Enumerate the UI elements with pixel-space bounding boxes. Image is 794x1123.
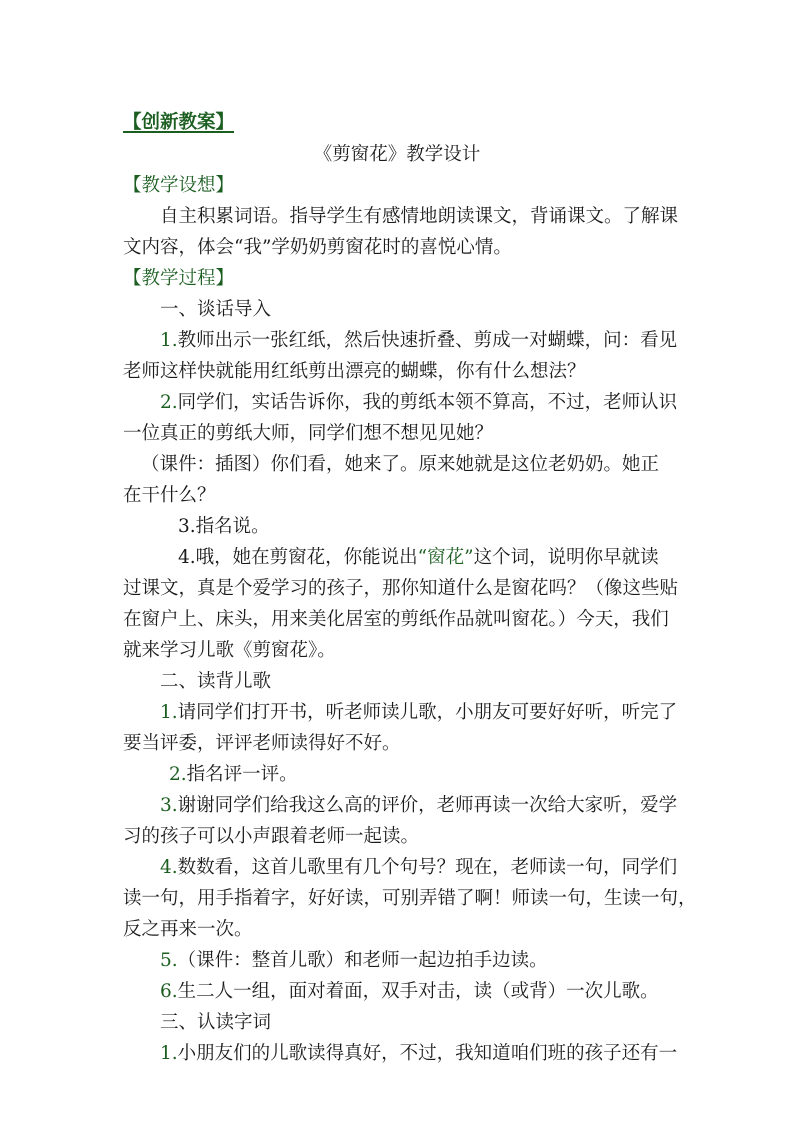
part3-heading: 三、认读字词 <box>160 1012 272 1033</box>
part1-item4-line2: 过课文，真是个爱学习的孩子，那你知道什么是窗花吗？（像这些贴 <box>123 578 679 599</box>
part2-item4-line3: 反之再来一次。 <box>123 919 253 940</box>
part2-item4-line2: 读一句，用手指着字，好好读，可别弄错了啊！师读一句，生读一句， <box>123 888 697 909</box>
item-number: 4. <box>178 547 196 568</box>
item-text: （课件：整首儿歌）和老师一起边拍手边读。 <box>177 950 548 971</box>
item-number: 6. <box>160 981 178 1002</box>
item-text: 指名说。 <box>195 516 270 537</box>
item-number: 5. <box>160 950 178 971</box>
item-number: 4. <box>160 857 178 878</box>
part1-item2-line1 <box>160 391 677 415</box>
page-title: 《剪窗花》教学设计 <box>313 144 481 165</box>
part1-note-line2: 在干什么？ <box>123 485 216 506</box>
item-number: 1. <box>160 330 178 351</box>
item-number: 2. <box>160 392 178 413</box>
item-text: 小朋友们的儿歌读得真好，不过，我知道咱们班的孩子还有一 <box>177 1043 678 1064</box>
part1-item4-line4: 就来学习儿歌《剪窗花》。 <box>123 640 336 661</box>
part1-item4-line3: 在窗户上、床头，用来美化居室的剪纸作品就叫窗花。）今天，我们 <box>123 609 669 630</box>
part2-item1-line2: 要当评委，评评老师读得好不好。 <box>123 733 401 754</box>
design-text-line-2: 文内容，体会“我”学奶奶剪窗花时的喜悦心情。 <box>123 237 512 258</box>
part2-item1-line1 <box>160 701 677 725</box>
highlight-word: “窗花” <box>417 547 474 568</box>
item-number: 1. <box>160 1043 178 1064</box>
part2-item3-line1 <box>160 794 677 818</box>
item-text: 教师出示一张红纸，然后快速折叠、剪成一对蝴蝶，问：看见 <box>177 330 678 351</box>
part1-heading: 一、谈话导入 <box>160 299 272 320</box>
part1-item4-line1 <box>178 546 659 570</box>
part3-item1-line1 <box>160 1042 677 1066</box>
part2-item3-line2: 习的孩子可以小声跟着老师一起读。 <box>123 826 420 847</box>
part1-item1-line2: 老师这样快就能用红纸剪出漂亮的蝴蝶，你有什么想法？ <box>123 361 586 382</box>
item-text: 哦，她在剪窗花，你能说出 <box>195 547 418 568</box>
item-number: 3. <box>160 795 178 816</box>
design-heading: 【教学设想】 <box>123 175 235 196</box>
part2-heading: 二、读背儿歌 <box>160 671 272 692</box>
part2-item4-line1 <box>160 856 677 880</box>
part1-item1-line1 <box>160 329 677 353</box>
part2-item2 <box>169 763 298 787</box>
item-text: 请同学们打开书，听老师读儿歌，小朋友可要好好听，听完了 <box>177 702 678 723</box>
item-text: 这个词，说明你早就读 <box>473 547 659 568</box>
part1-note-line1: （课件：插图）你们看，她来了。原来她就是这位老奶奶。她正 <box>141 454 660 475</box>
item-text: 谢谢同学们给我这么高的评价，老师再读一次给大家听，爱学 <box>177 795 678 816</box>
item-text: 数数看，这首儿歌里有几个句号？现在，老师读一句，同学们 <box>177 857 678 878</box>
part2-item5 <box>160 949 548 973</box>
part2-item6 <box>160 980 659 1004</box>
item-text: 生二人一组，面对着面，双手对击，读（或背）一次儿歌。 <box>177 981 659 1002</box>
process-heading: 【教学过程】 <box>123 268 235 289</box>
part1-item2-line2: 一位真正的剪纸大师，同学们想不想见见她？ <box>123 423 494 444</box>
part1-item3 <box>178 515 270 539</box>
item-text: 指名评一评。 <box>186 764 298 785</box>
item-number: 3. <box>178 516 196 537</box>
design-text-line-1: 自主积累词语。指导学生有感情地朗读课文，背诵课文。了解课 <box>160 206 679 227</box>
item-number: 1. <box>160 702 178 723</box>
item-number: 2. <box>169 764 187 785</box>
item-text: 同学们，实话告诉你，我的剪纸本领不算高，不过，老师认识 <box>177 392 678 413</box>
header-tag: 【创新教案】 <box>123 112 235 133</box>
